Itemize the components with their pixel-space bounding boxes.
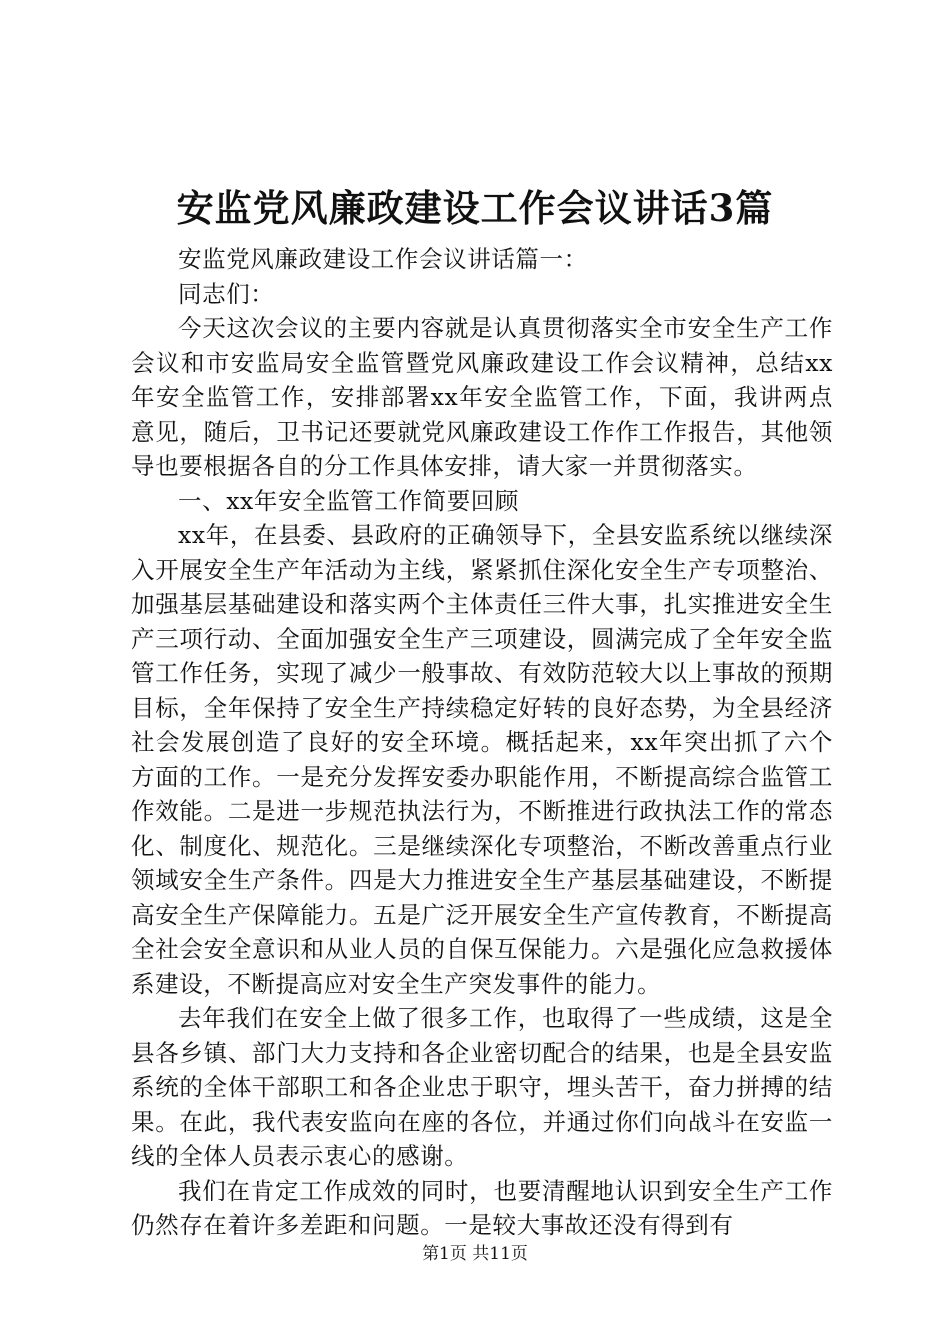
body-paragraph: xx年，在县委、县政府的正确领导下，全县安监系统以继续深入开展安全生产年活动为主线，紧紧抓住深化安全生产专项整治、加强基层基础建设和落实两个主体责任三件大事，扎实推进安全生产三项行动、全面加强安全生产三项建设，圆满完成了全年安全监管工作任务，实现了减少一般事故、有效防范较大以上事故的预期目标，全年保持了安全生产持续稳定好转的良好态势，为全县经济社会发展创造了良好的安全环境。概括起来，xx年突出抓了六个方面的工作。一是充分发挥安委办职能作用，不断提高综合监管工作效能。二是进一步规范执法行为，不断推进行政执法工作的常态化、制度化、规范化。三是继续深化专项整治，不断改善重点行业领域安全生产条件。四是大力推进安全生产基层基础建设，不断提高安全生产保障能力。五是广泛开展安全生产宣传教育，不断提高全社会安全意识和从业人员的自保互保能力。六是强化应急救援体系建设，不断提高应对安全生产突发事件的能力。 [131, 521, 833, 998]
document-body [131, 242, 833, 1243]
section-heading: 一、xx年安全监管工作简要回顾 [178, 486, 520, 515]
salutation: 同志们： [178, 279, 275, 308]
document-title: 安监党风廉政建设工作会议讲话3篇 [176, 186, 774, 230]
page-number-footer: 第1页 共11页 [422, 1244, 528, 1264]
body-paragraph: 今天这次会议的主要内容就是认真贯彻落实全市安全生产工作会议和市安监局安全监管暨党风廉政建设工作会议精神，总结xx年安全监管工作，安排部署xx年安全监管工作，下面，我讲两点意见，随后，卫书记还要就党风廉政建设工作作工作报告，其他领导也要根据各自的分工作具体安排，请大家一并贯彻落实。 [131, 314, 833, 480]
body-paragraph: 我们在肯定工作成效的同时，也要清醒地认识到安全生产工作仍然存在着许多差距和问题。一是较大事故还没有得到有 [131, 1176, 833, 1239]
section-heading: 安监党风廉政建设工作会议讲话篇一： [178, 245, 588, 273]
body-paragraph: 去年我们在安全上做了很多工作，也取得了一些成绩，这是全县各乡镇、部门大力支持和各企业密切配合的结果，也是全县安监系统的全体干部职工和各企业忠于职守，埋头苦干，奋力拼搏的结果。在此，我代表安监向在座的各位，并通过你们向战斗在安监一线的全体人员表示衷心的感谢。 [131, 1004, 833, 1170]
